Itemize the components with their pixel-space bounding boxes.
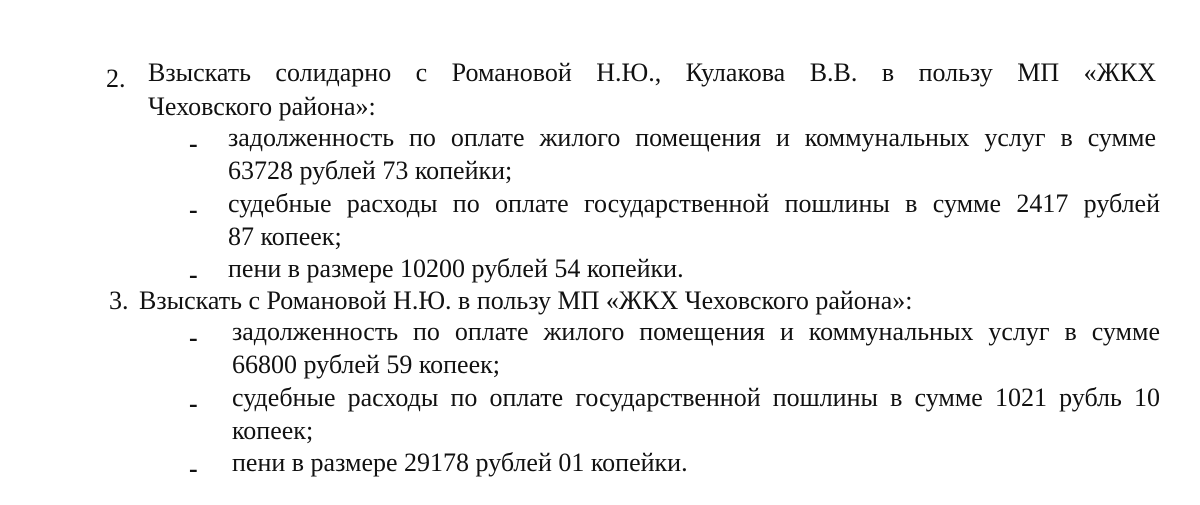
item-text-line: Чеховского района»: <box>148 92 376 121</box>
bullet-dash: - <box>189 323 198 352</box>
sub-item-text-line: задолженность по оплате жилого помещения и коммунальных услуг в сумме <box>228 123 1156 152</box>
item-text-line: Взыскать с Романовой Н.Ю. в пользу МП «ЖКХ Чеховского района»: <box>139 286 913 315</box>
sub-item-text-line: пени в размере 10200 рублей 54 копейки. <box>228 254 684 283</box>
sub-item-text-line: 66800 рублей 59 копеек; <box>232 350 500 379</box>
item-text-line: Взыскать солидарно с Романовой Н.Ю., Кулакова В.В. в пользу МП «ЖКХ <box>148 58 1156 87</box>
sub-item-text-line: судебные расходы по оплате государственной пошлины в сумме 1021 рубль 10 <box>232 383 1160 412</box>
sub-item-text-line: копеек; <box>232 416 314 445</box>
bullet-dash: - <box>189 195 198 224</box>
item-number: 3. <box>109 286 129 315</box>
sub-item-text-line: задолженность по оплате жилого помещения и коммунальных услуг в сумме <box>232 317 1160 346</box>
sub-item-text-line: судебные расходы по оплате государственной пошлины в сумме 2417 рублей <box>228 189 1160 218</box>
bullet-dash: - <box>189 454 198 483</box>
bullet-dash: - <box>189 129 198 158</box>
sub-item-text-line: 87 копеек; <box>228 222 342 251</box>
bullet-dash: - <box>189 389 198 418</box>
bullet-dash: - <box>189 260 198 289</box>
item-number: 2. <box>106 64 126 93</box>
sub-item-text-line: 63728 рублей 73 копейки; <box>228 156 513 185</box>
sub-item-text-line: пени в размере 29178 рублей 01 копейки. <box>232 448 688 477</box>
